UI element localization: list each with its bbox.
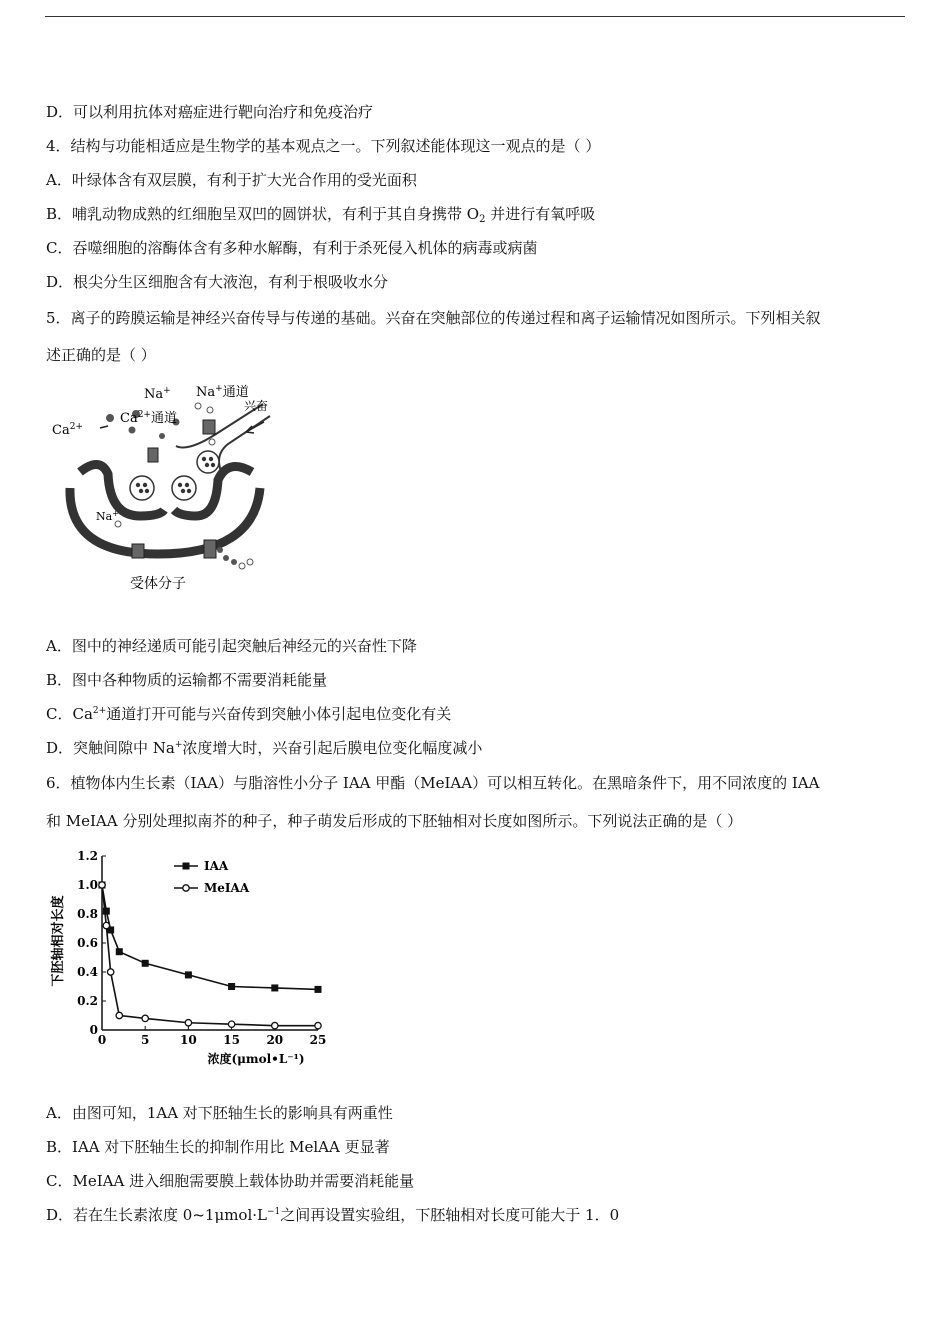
q6-option-d-tail: 之间再设置实验组，下胚轴相对长度可能大于 1．0 [280,1206,620,1224]
chart-y-tick-label: 0.4 [77,965,98,979]
q6-option-d-superscript: −1 [266,1207,281,1217]
chart-point-iaa [142,960,149,967]
q5-stem-line1: 5．离子的跨膜运输是神经兴奋传导与传递的基础。兴奋在突触部位的传递过程和离子运输情况如图所示。下列相关叙 [46,309,821,327]
chart-point-meiaa [107,969,113,975]
ca-label: $Ca^{2+}$ [52,422,83,438]
q6-stem-line2: 和 MeIAA 分别处理拟南芥的种子，种子萌发后形成的下胚轴相对长度如图所示。下列说法正确的是（ ） [46,812,743,830]
chart-legend-label: MeIAA [204,881,250,895]
q4-stem: 4．结构与功能相适应是生物学的基本观点之一。下列叙述能体现这一观点的是（ ） [46,137,601,155]
q4-option-b [46,204,595,224]
q6-option-d [46,1205,619,1225]
chart-series-line-meiaa [102,885,318,1026]
chart-y-tick-label: 0 [89,1023,98,1037]
chart-x-axis-label: 浓度(μmol•L⁻¹) [207,1052,305,1066]
chart-point-iaa [185,971,192,978]
q5-option-c-superscript: 2+ [92,706,107,716]
q4-option-b-text: B．哺乳动物成熟的红细胞呈双凹的圆饼状，有利于其自身携带 O [46,205,480,223]
q4-option-d: D．根尖分生区细胞含有大液泡，有利于根吸收水分 [46,273,389,291]
vesicle-1 [130,476,154,500]
chart-x-tick-label: 15 [223,1033,240,1047]
q5-option-d-text: D．突触间隙中 Na [46,739,175,757]
chart-y-tick-label: 0.6 [77,936,98,950]
synapse-diagram [48,376,288,596]
q5-option-d [46,738,482,758]
q5-option-b: B．图中各种物质的运输都不需要消耗能量 [46,671,328,689]
chart-point-meiaa [142,1015,148,1021]
q3-option-d: D．可以利用抗体对癌症进行靶向治疗和免疫治疗 [46,103,374,121]
chart-legend-marker [183,863,190,870]
chart-y-tick-label: 1.0 [77,878,98,892]
chart-point-meiaa [315,1022,321,1028]
vesicle-3 [197,451,219,473]
chart-point-iaa [271,984,278,991]
receptor-label: 受体分子 [130,576,186,592]
chart-point-meiaa [228,1021,234,1027]
chart-y-tick-label: 0.8 [77,907,98,921]
vesicle-2 [172,476,196,500]
ca-channel-icon [148,448,158,462]
q6-stem-line1: 6．植物体内生长素（IAA）与脂溶性小分子 IAA 甲酯（MeIAA）可以相互转化。在黑暗条件下，用不同浓度的 IAA [46,774,820,792]
na-channel-icon [203,420,215,434]
header-rule [45,16,905,17]
chart-legend [174,859,250,895]
chart-point-iaa [228,983,235,990]
q5-option-c-tail: 通道打开可能与兴奋传到突触小体引起电位变化有关 [106,705,452,723]
hypocotyl-length-chart [46,846,336,1072]
chart-y-tick-label: 1.2 [77,849,98,863]
q4-option-c: C．吞噬细胞的溶酶体含有多种水解酶，有利于杀死侵入机体的病毒或病菌 [46,239,538,257]
chart-point-meiaa [272,1022,278,1028]
receptor-icon-left [132,544,144,558]
na-channel-label: Na+通道 [196,384,249,400]
q5-option-c-text: C．Ca [46,705,93,723]
chart-series-line-iaa [102,885,318,989]
chart-y-tick-label: 0.2 [77,994,98,1008]
q6-option-a: A．由图可知，1AA 对下胚轴生长的影响具有两重性 [46,1104,393,1122]
q4-option-b-subscript: 2 [479,214,486,225]
q5-option-d-tail: 浓度增大时，兴奋引起后膜电位变化幅度减小 [182,739,483,757]
excite-label: 兴奋 [244,399,269,413]
chart-point-iaa [315,986,322,993]
na-left-label: Na+ [96,509,119,523]
chart-x-tick-label: 10 [180,1033,197,1047]
chart-legend-marker [183,885,189,891]
chart-y-axis-label: 下胚轴相对长度 [51,895,66,987]
chart-point-meiaa [185,1020,191,1026]
q6-option-d-text: D．若在生长素浓度 0~1μmol·L [46,1206,267,1224]
q4-option-a: A．叶绿体含有双层膜，有利于扩大光合作用的受光面积 [46,171,417,189]
q5-stem-line2: 述正确的是（ ） [46,346,156,364]
q5-option-d-superscript: + [174,740,183,750]
chart-point-iaa [116,948,123,955]
chart-x-tick-label: 5 [141,1033,150,1047]
na-label: Na+ [144,386,171,402]
q5-option-a: A．图中的神经递质可能引起突触后神经元的兴奋性下降 [46,637,417,655]
chart-legend-label: IAA [204,859,229,873]
ca-channel-label: $Ca^{2+}$通道 [120,410,177,426]
q5-option-c [46,704,451,724]
receptor-icon-right [204,540,216,558]
q4-option-b-tail: 并进行有氧呼吸 [485,205,596,223]
chart-point-meiaa [103,922,109,928]
chart-x-tick-label: 25 [309,1033,327,1047]
chart-x-tick-label: 20 [266,1033,284,1047]
chart-x-tick-label: 0 [97,1033,107,1047]
chart-point-meiaa [116,1012,122,1018]
q6-option-c: C．MeIAA 进入细胞需要膜上载体协助并需要消耗能量 [46,1172,415,1190]
chart-point-meiaa [99,882,105,888]
q6-option-b: B．IAA 对下胚轴生长的抑制作用比 MelAA 更显著 [46,1138,390,1156]
